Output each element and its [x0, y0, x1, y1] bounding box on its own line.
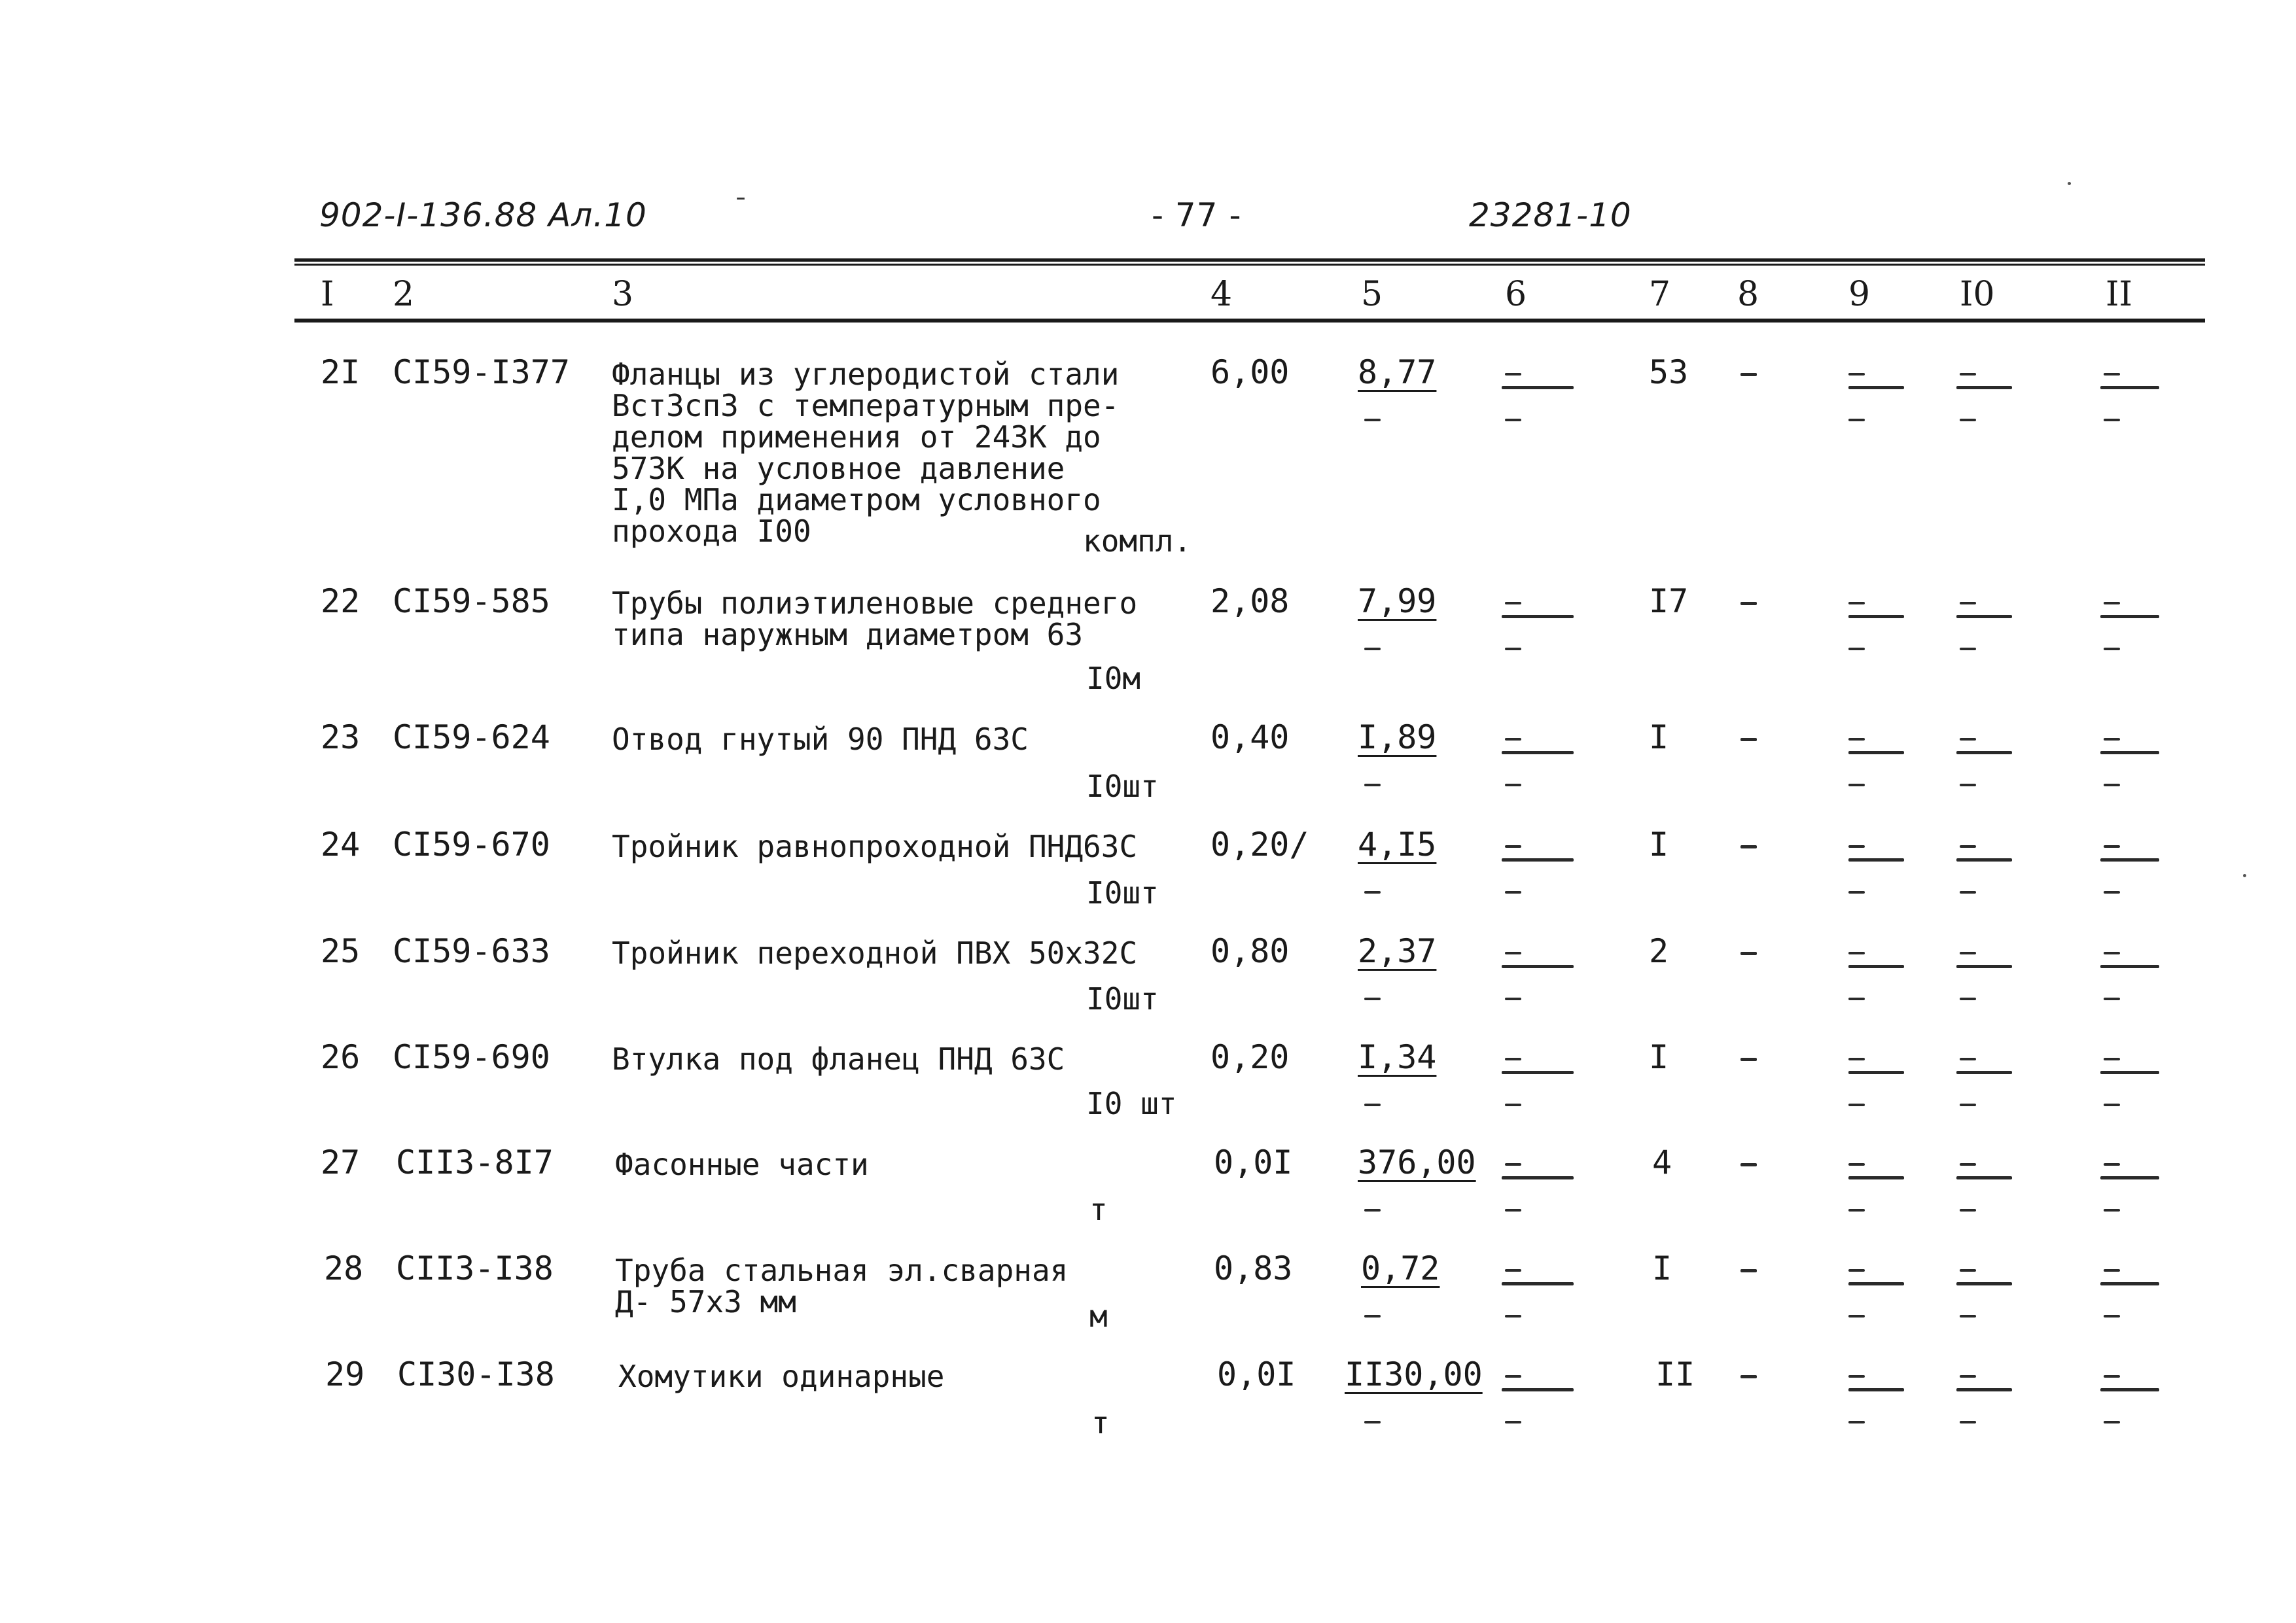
- empty-cell-dash: [1505, 1315, 1521, 1318]
- empty-cell-dash: [1848, 751, 1904, 754]
- row-21-unit: компл.: [1083, 523, 1192, 559]
- empty-cell-dash: [2104, 1315, 2120, 1318]
- empty-cell-dash: [1502, 1071, 1574, 1074]
- empty-cell-dash: [1848, 998, 1865, 1000]
- row-28-description: Труба стальная эл.сварная Д- 57х3 мм: [615, 1253, 1069, 1319]
- empty-cell-dash: [1502, 1388, 1574, 1391]
- row-29-description: Хомутики одинарные: [618, 1359, 945, 1394]
- empty-cell-dash: [1505, 419, 1521, 421]
- row-23-code: CI59-624: [393, 718, 550, 756]
- empty-cell-dash: [2100, 1388, 2159, 1391]
- empty-cell-dash: [2100, 965, 2159, 968]
- empty-cell-dash: [1502, 615, 1574, 618]
- row-28-number: 28: [324, 1249, 364, 1287]
- row-28-unit: м: [1089, 1299, 1108, 1334]
- column-number-1: I: [321, 275, 334, 314]
- empty-cell-dash: [1505, 1209, 1521, 1212]
- empty-cell-dash: [1960, 373, 1976, 375]
- row-22-number: 22: [321, 582, 361, 620]
- empty-cell-dash: [1956, 1388, 2012, 1391]
- empty-cell-dash: [1505, 1058, 1521, 1060]
- row-29-number: 29: [325, 1355, 365, 1393]
- empty-cell-dash: [2104, 952, 2120, 954]
- row-26-col5: I,34: [1358, 1038, 1437, 1076]
- row-29-unit: т: [1091, 1405, 1110, 1440]
- empty-cell-dash: [1956, 1176, 2012, 1179]
- empty-cell-dash: [2104, 784, 2120, 786]
- empty-cell-dash: [1848, 738, 1865, 741]
- empty-cell-dash: [1848, 858, 1904, 862]
- empty-cell-dash: [1364, 1104, 1381, 1106]
- empty-cell-dash: [1960, 1315, 1976, 1318]
- row-24-description: Тройник равнопроходной ПНД63С: [612, 829, 1138, 864]
- row-23-unit: I0шт: [1086, 769, 1159, 804]
- empty-cell-dash: [1364, 891, 1381, 894]
- row-25-col5: 2,37: [1358, 932, 1437, 970]
- empty-cell-dash: [1364, 784, 1381, 786]
- empty-cell-dash: [2100, 386, 2159, 389]
- row-22-col7: I7: [1649, 582, 1689, 620]
- row-23-col4: 0,40: [1210, 718, 1290, 756]
- empty-cell-dash: [1848, 1315, 1865, 1318]
- column-number-2: 2: [393, 275, 415, 314]
- empty-cell-dash: [1848, 1058, 1865, 1060]
- empty-cell-dash: [1502, 751, 1574, 754]
- column-number-5: 5: [1361, 275, 1383, 314]
- empty-cell-dash: [1740, 602, 1757, 605]
- empty-cell-dash: [2104, 602, 2120, 604]
- empty-cell-dash: [1848, 1176, 1904, 1179]
- empty-cell-dash: [2100, 858, 2159, 862]
- row-21-description: Фланцы из углеродистой стали Вст3сп3 с температурным пре- делом применения от 243К до 573К на условное давление I,0 МПа диаметром условного прохода I00: [612, 357, 1120, 549]
- empty-cell-dash: [2104, 891, 2120, 894]
- row-21-col7: 53: [1649, 353, 1689, 391]
- row-22-col4: 2,08: [1210, 582, 1290, 620]
- empty-cell-dash: [1960, 738, 1976, 741]
- empty-cell-dash: [2104, 1163, 2120, 1166]
- row-27-col4: 0,0I: [1214, 1143, 1293, 1181]
- empty-cell-dash: [2104, 845, 2120, 848]
- empty-cell-dash: [1364, 1421, 1381, 1423]
- empty-cell-dash: [1364, 1315, 1381, 1318]
- empty-cell-dash: [1848, 386, 1904, 389]
- empty-cell-dash: [2104, 1421, 2120, 1423]
- row-25-code: CI59-633: [393, 932, 550, 970]
- empty-cell-dash: [1502, 1176, 1574, 1179]
- empty-cell-dash: [1364, 998, 1381, 1000]
- empty-cell-dash: [1960, 1104, 1976, 1106]
- empty-cell-dash: [1960, 602, 1976, 604]
- empty-cell-dash: [1848, 1209, 1865, 1212]
- row-25-description: Тройник переходной ПВХ 50х32С: [612, 935, 1138, 971]
- row-21-number: 2I: [321, 353, 361, 391]
- empty-cell-dash: [1960, 1163, 1976, 1166]
- empty-cell-dash: [1956, 751, 2012, 754]
- empty-cell-dash: [1505, 1269, 1521, 1272]
- empty-cell-dash: [1960, 1058, 1976, 1060]
- scan-speck: [2243, 874, 2246, 877]
- empty-cell-dash: [1505, 648, 1521, 650]
- empty-cell-dash: [1956, 858, 2012, 862]
- empty-cell-dash: [1960, 1209, 1976, 1212]
- column-number-7: 7: [1649, 275, 1671, 314]
- empty-cell-dash: [2104, 1375, 2120, 1378]
- empty-cell-dash: [2104, 738, 2120, 741]
- empty-cell-dash: [2100, 1176, 2159, 1179]
- empty-cell-dash: [1960, 998, 1976, 1000]
- row-23-col5: I,89: [1358, 718, 1437, 756]
- empty-cell-dash: [1740, 1375, 1757, 1378]
- column-header-rule: [294, 319, 2205, 323]
- empty-cell-dash: [1740, 952, 1757, 955]
- empty-cell-dash: [1956, 386, 2012, 389]
- row-24-col7: I: [1649, 826, 1669, 864]
- empty-cell-dash: [1505, 738, 1521, 741]
- empty-cell-dash: [1505, 373, 1521, 375]
- empty-cell-dash: [1505, 998, 1521, 1000]
- empty-cell-dash: [1960, 891, 1976, 894]
- row-24-number: 24: [321, 826, 361, 864]
- empty-cell-dash: [1848, 1375, 1865, 1378]
- row-29-code: CI30-I38: [397, 1355, 555, 1393]
- header-mark: ˉ: [733, 194, 749, 224]
- empty-cell-dash: [1848, 891, 1865, 894]
- empty-cell-dash: [2100, 1071, 2159, 1074]
- row-22-unit: I0м: [1086, 661, 1141, 696]
- empty-cell-dash: [1505, 845, 1521, 848]
- header-rule-top-2: [294, 264, 2205, 266]
- empty-cell-dash: [1848, 419, 1865, 421]
- row-24-col4: 0,20/: [1210, 826, 1309, 864]
- empty-cell-dash: [1848, 1071, 1904, 1074]
- empty-cell-dash: [1740, 1269, 1757, 1272]
- empty-cell-dash: [1505, 1375, 1521, 1378]
- row-25-col4: 0,80: [1210, 932, 1290, 970]
- empty-cell-dash: [1956, 1071, 2012, 1074]
- empty-cell-dash: [2104, 998, 2120, 1000]
- row-22-description: Трубы полиэтиленовые среднего типа наружным диаметром 63: [612, 585, 1138, 652]
- empty-cell-dash: [2100, 1282, 2159, 1285]
- row-23-number: 23: [321, 718, 361, 756]
- row-25-number: 25: [321, 932, 361, 970]
- empty-cell-dash: [1956, 615, 2012, 618]
- empty-cell-dash: [1960, 648, 1976, 650]
- empty-cell-dash: [1740, 373, 1757, 376]
- empty-cell-dash: [1960, 845, 1976, 848]
- empty-cell-dash: [1740, 1058, 1757, 1061]
- empty-cell-dash: [1960, 784, 1976, 786]
- row-27-unit: т: [1089, 1192, 1108, 1227]
- row-24-code: CI59-670: [393, 826, 550, 864]
- empty-cell-dash: [1502, 965, 1574, 968]
- empty-cell-dash: [1960, 1375, 1976, 1378]
- empty-cell-dash: [2104, 1209, 2120, 1212]
- header-rule-top: [294, 258, 2205, 262]
- empty-cell-dash: [1960, 419, 1976, 421]
- row-26-col7: I: [1649, 1038, 1669, 1076]
- row-26-col4: 0,20: [1210, 1038, 1290, 1076]
- empty-cell-dash: [1364, 419, 1381, 421]
- inventory-number: 23281-10: [1469, 196, 1632, 234]
- row-25-unit: I0шт: [1086, 981, 1159, 1017]
- empty-cell-dash: [1848, 1163, 1865, 1166]
- empty-cell-dash: [1505, 602, 1521, 604]
- empty-cell-dash: [1505, 784, 1521, 786]
- row-26-description: Втулка под фланец ПНД 63С: [612, 1041, 1065, 1077]
- row-27-code: CII3-8I7: [396, 1143, 554, 1181]
- empty-cell-dash: [1505, 891, 1521, 894]
- empty-cell-dash: [1960, 952, 1976, 954]
- row-29-col7: II: [1655, 1355, 1695, 1393]
- row-23-col7: I: [1649, 718, 1669, 756]
- scan-speck: [2068, 182, 2071, 185]
- column-number-3: 3: [612, 275, 634, 314]
- column-number-6: 6: [1505, 275, 1527, 314]
- row-27-description: Фасонные части: [615, 1147, 869, 1182]
- empty-cell-dash: [1848, 1388, 1904, 1391]
- empty-cell-dash: [2100, 615, 2159, 618]
- row-26-number: 26: [321, 1038, 361, 1076]
- empty-cell-dash: [1956, 1282, 2012, 1285]
- empty-cell-dash: [1960, 1421, 1976, 1423]
- row-23-description: Отвод гнутый 90 ПНД 63С: [612, 722, 1029, 757]
- empty-cell-dash: [1960, 1269, 1976, 1272]
- row-21-col4: 6,00: [1210, 353, 1290, 391]
- row-28-col7: I: [1652, 1249, 1672, 1287]
- empty-cell-dash: [1848, 648, 1865, 650]
- empty-cell-dash: [1502, 858, 1574, 862]
- empty-cell-dash: [1740, 1163, 1757, 1166]
- column-number-11: II: [2106, 275, 2133, 314]
- row-25-col7: 2: [1649, 932, 1669, 970]
- document-code: 902-I-136.88 Ал.10: [319, 196, 647, 234]
- empty-cell-dash: [1848, 615, 1904, 618]
- empty-cell-dash: [1364, 648, 1381, 650]
- row-28-col4: 0,83: [1214, 1249, 1293, 1287]
- empty-cell-dash: [1848, 602, 1865, 604]
- row-27-number: 27: [321, 1143, 361, 1181]
- column-number-8: 8: [1737, 275, 1759, 314]
- column-number-9: 9: [1848, 275, 1871, 314]
- row-22-col5: 7,99: [1358, 582, 1437, 620]
- empty-cell-dash: [1505, 1163, 1521, 1166]
- row-28-code: CII3-I38: [396, 1249, 554, 1287]
- empty-cell-dash: [1502, 386, 1574, 389]
- empty-cell-dash: [1848, 373, 1865, 375]
- column-number-4: 4: [1210, 275, 1233, 314]
- row-21-code: CI59-I377: [393, 353, 570, 391]
- row-26-code: CI59-690: [393, 1038, 550, 1076]
- row-24-unit: I0шт: [1086, 875, 1159, 911]
- empty-cell-dash: [1502, 1282, 1574, 1285]
- row-27-col7: 4: [1652, 1143, 1672, 1181]
- page-number: - 77 -: [1152, 196, 1242, 234]
- empty-cell-dash: [1848, 1421, 1865, 1423]
- empty-cell-dash: [1848, 952, 1865, 954]
- row-29-col5: II30,00: [1345, 1355, 1483, 1393]
- empty-cell-dash: [2104, 373, 2120, 375]
- column-number-10: I0: [1960, 275, 1995, 314]
- empty-cell-dash: [1848, 1269, 1865, 1272]
- empty-cell-dash: [1956, 965, 2012, 968]
- row-22-code: CI59-585: [393, 582, 550, 620]
- row-28-col5: 0,72: [1361, 1249, 1440, 1287]
- empty-cell-dash: [2104, 1269, 2120, 1272]
- row-21-col5: 8,77: [1358, 353, 1437, 391]
- row-26-unit: I0 шт: [1086, 1086, 1177, 1121]
- empty-cell-dash: [1740, 845, 1757, 848]
- empty-cell-dash: [2100, 751, 2159, 754]
- row-27-col5: 376,00: [1358, 1143, 1476, 1181]
- empty-cell-dash: [1505, 1104, 1521, 1106]
- empty-cell-dash: [1848, 784, 1865, 786]
- empty-cell-dash: [1364, 1209, 1381, 1212]
- empty-cell-dash: [2104, 648, 2120, 650]
- row-29-col4: 0,0I: [1217, 1355, 1296, 1393]
- empty-cell-dash: [1505, 952, 1521, 954]
- empty-cell-dash: [2104, 1104, 2120, 1106]
- empty-cell-dash: [1740, 738, 1757, 741]
- empty-cell-dash: [2104, 419, 2120, 421]
- empty-cell-dash: [1848, 1282, 1904, 1285]
- empty-cell-dash: [1848, 845, 1865, 848]
- empty-cell-dash: [1848, 1104, 1865, 1106]
- empty-cell-dash: [1848, 965, 1904, 968]
- row-24-col5: 4,I5: [1358, 826, 1437, 864]
- empty-cell-dash: [2104, 1058, 2120, 1060]
- empty-cell-dash: [1505, 1421, 1521, 1423]
